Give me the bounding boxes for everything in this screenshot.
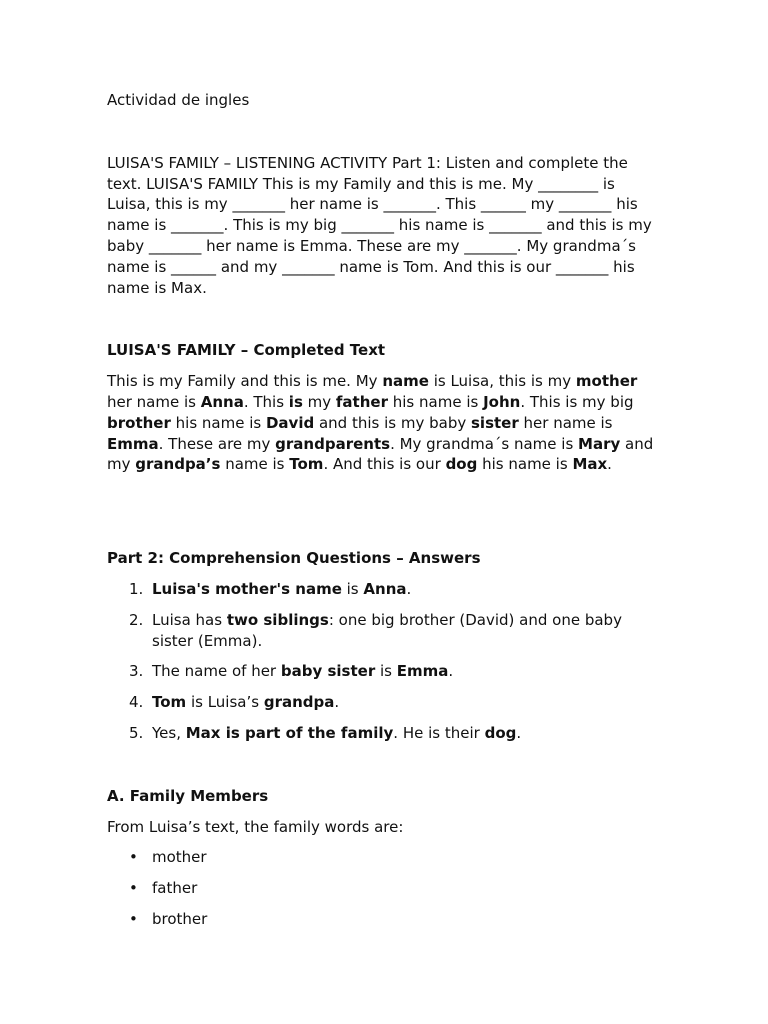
answer-text: is — [341, 579, 364, 598]
text-segment: . This — [243, 392, 289, 411]
text-segment: This is my Family and this is me. My — [107, 372, 383, 391]
document-title: Actividad de ingles — [107, 91, 250, 109]
family-members-list — [107, 847, 662, 929]
answer-word: Mary — [578, 434, 621, 453]
answer-item — [107, 610, 662, 652]
answer-word: Max — [572, 455, 608, 474]
answer-text: is Luisa’s — [186, 693, 264, 712]
answer-bold: Max is part of the family — [185, 723, 394, 742]
answer-text: . — [448, 662, 454, 681]
text-segment: . This is my big — [520, 392, 634, 411]
text-segment: . My grandma´s name is — [390, 434, 579, 453]
answer-word: sister — [471, 413, 519, 432]
answer-word: is — [288, 392, 303, 411]
family-member-item — [107, 847, 662, 868]
listening-activity-text: LUISA'S FAMILY – LISTENING ACTIVITY Part 1: Listen and complete the text. LUISA'S FAMILY This is my Family and this is me. My ________ is Luisa, this is my _______ her name is _______. This ______ my _______ his name is _______. This is my big _______ his name is _______ and this is my baby _______ her name is Emma. These are my _______. My grandma´s name is ______ and my _______ name is Tom. And this is our _______ his name is Max. — [107, 153, 652, 297]
answer-word: grandpa’s — [135, 455, 221, 474]
answer-item — [107, 692, 662, 713]
text-segment: . And this is our — [323, 455, 446, 474]
part2-heading: Part 2: Comprehension Questions – Answers — [107, 549, 481, 568]
text-segment: . — [607, 455, 612, 474]
document-page — [107, 90, 662, 940]
family-member-word: brother — [152, 909, 208, 928]
answer-word: name — [382, 372, 429, 391]
answer-word: Tom — [289, 455, 324, 474]
answer-text: . He is their — [393, 723, 485, 742]
completed-text-heading: LUISA'S FAMILY – Completed Text — [107, 341, 386, 360]
text-segment: her name is — [518, 413, 613, 432]
answer-bold: two siblings — [226, 610, 329, 629]
answer-number: 3. — [129, 662, 144, 681]
text-segment: and this is my baby — [314, 413, 471, 432]
answer-text: The name of her — [152, 662, 281, 681]
answer-text: . — [334, 693, 340, 712]
answer-bold: baby sister — [280, 662, 376, 681]
family-member-word: mother — [152, 848, 207, 867]
answer-bold: grandpa — [263, 693, 335, 712]
bullet-icon: • — [129, 848, 138, 867]
text-segment: and my — [107, 434, 654, 474]
text-segment: is Luisa, this is my — [428, 372, 576, 391]
answers-list — [107, 579, 662, 744]
answer-number: 4. — [129, 693, 144, 712]
answer-number: 2. — [129, 610, 144, 629]
answer-word: David — [265, 413, 315, 432]
answer-word: mother — [575, 372, 638, 391]
answer-word: John — [483, 392, 521, 411]
answer-word: brother — [107, 413, 171, 432]
completed-text-paragraph — [107, 371, 662, 475]
family-member-word: father — [152, 879, 198, 898]
answer-item — [107, 723, 662, 744]
text-segment: his name is — [477, 455, 573, 474]
answer-text: is — [375, 662, 397, 681]
bullet-icon: • — [129, 909, 138, 928]
answer-text: Yes, — [152, 723, 186, 742]
family-members-intro: From Luisa’s text, the family words are: — [107, 817, 404, 836]
answer-word: dog — [445, 455, 478, 474]
bullet-icon: • — [129, 879, 138, 898]
answer-text: Luisa has — [152, 610, 227, 629]
answer-bold: Anna — [363, 579, 407, 598]
answer-word: Anna — [200, 392, 244, 411]
text-segment: his name is — [170, 413, 266, 432]
answer-number: 1. — [129, 579, 144, 598]
answer-number: 5. — [129, 723, 144, 742]
answer-word: grandparents — [275, 434, 391, 453]
family-member-item — [107, 878, 662, 899]
answer-bold: Luisa's mother's name — [152, 579, 342, 598]
answer-item — [107, 579, 662, 600]
answer-bold: Tom — [152, 693, 187, 712]
answer-word: Emma — [107, 434, 159, 453]
text-segment: . These are my — [158, 434, 276, 453]
text-segment: her name is — [107, 392, 201, 411]
answer-bold: dog — [484, 723, 517, 742]
answer-text: : one big brother (David) and one baby sister (Emma). — [152, 610, 622, 650]
text-segment: his name is — [387, 392, 484, 411]
family-member-item — [107, 909, 662, 930]
text-segment: name is — [220, 455, 290, 474]
answer-bold: Emma — [396, 662, 449, 681]
answer-item — [107, 661, 662, 682]
answer-text: . — [406, 579, 412, 598]
answer-word: father — [335, 392, 388, 411]
text-segment: my — [302, 392, 336, 411]
family-members-heading: A. Family Members — [107, 786, 269, 805]
answer-text: . — [516, 723, 522, 742]
